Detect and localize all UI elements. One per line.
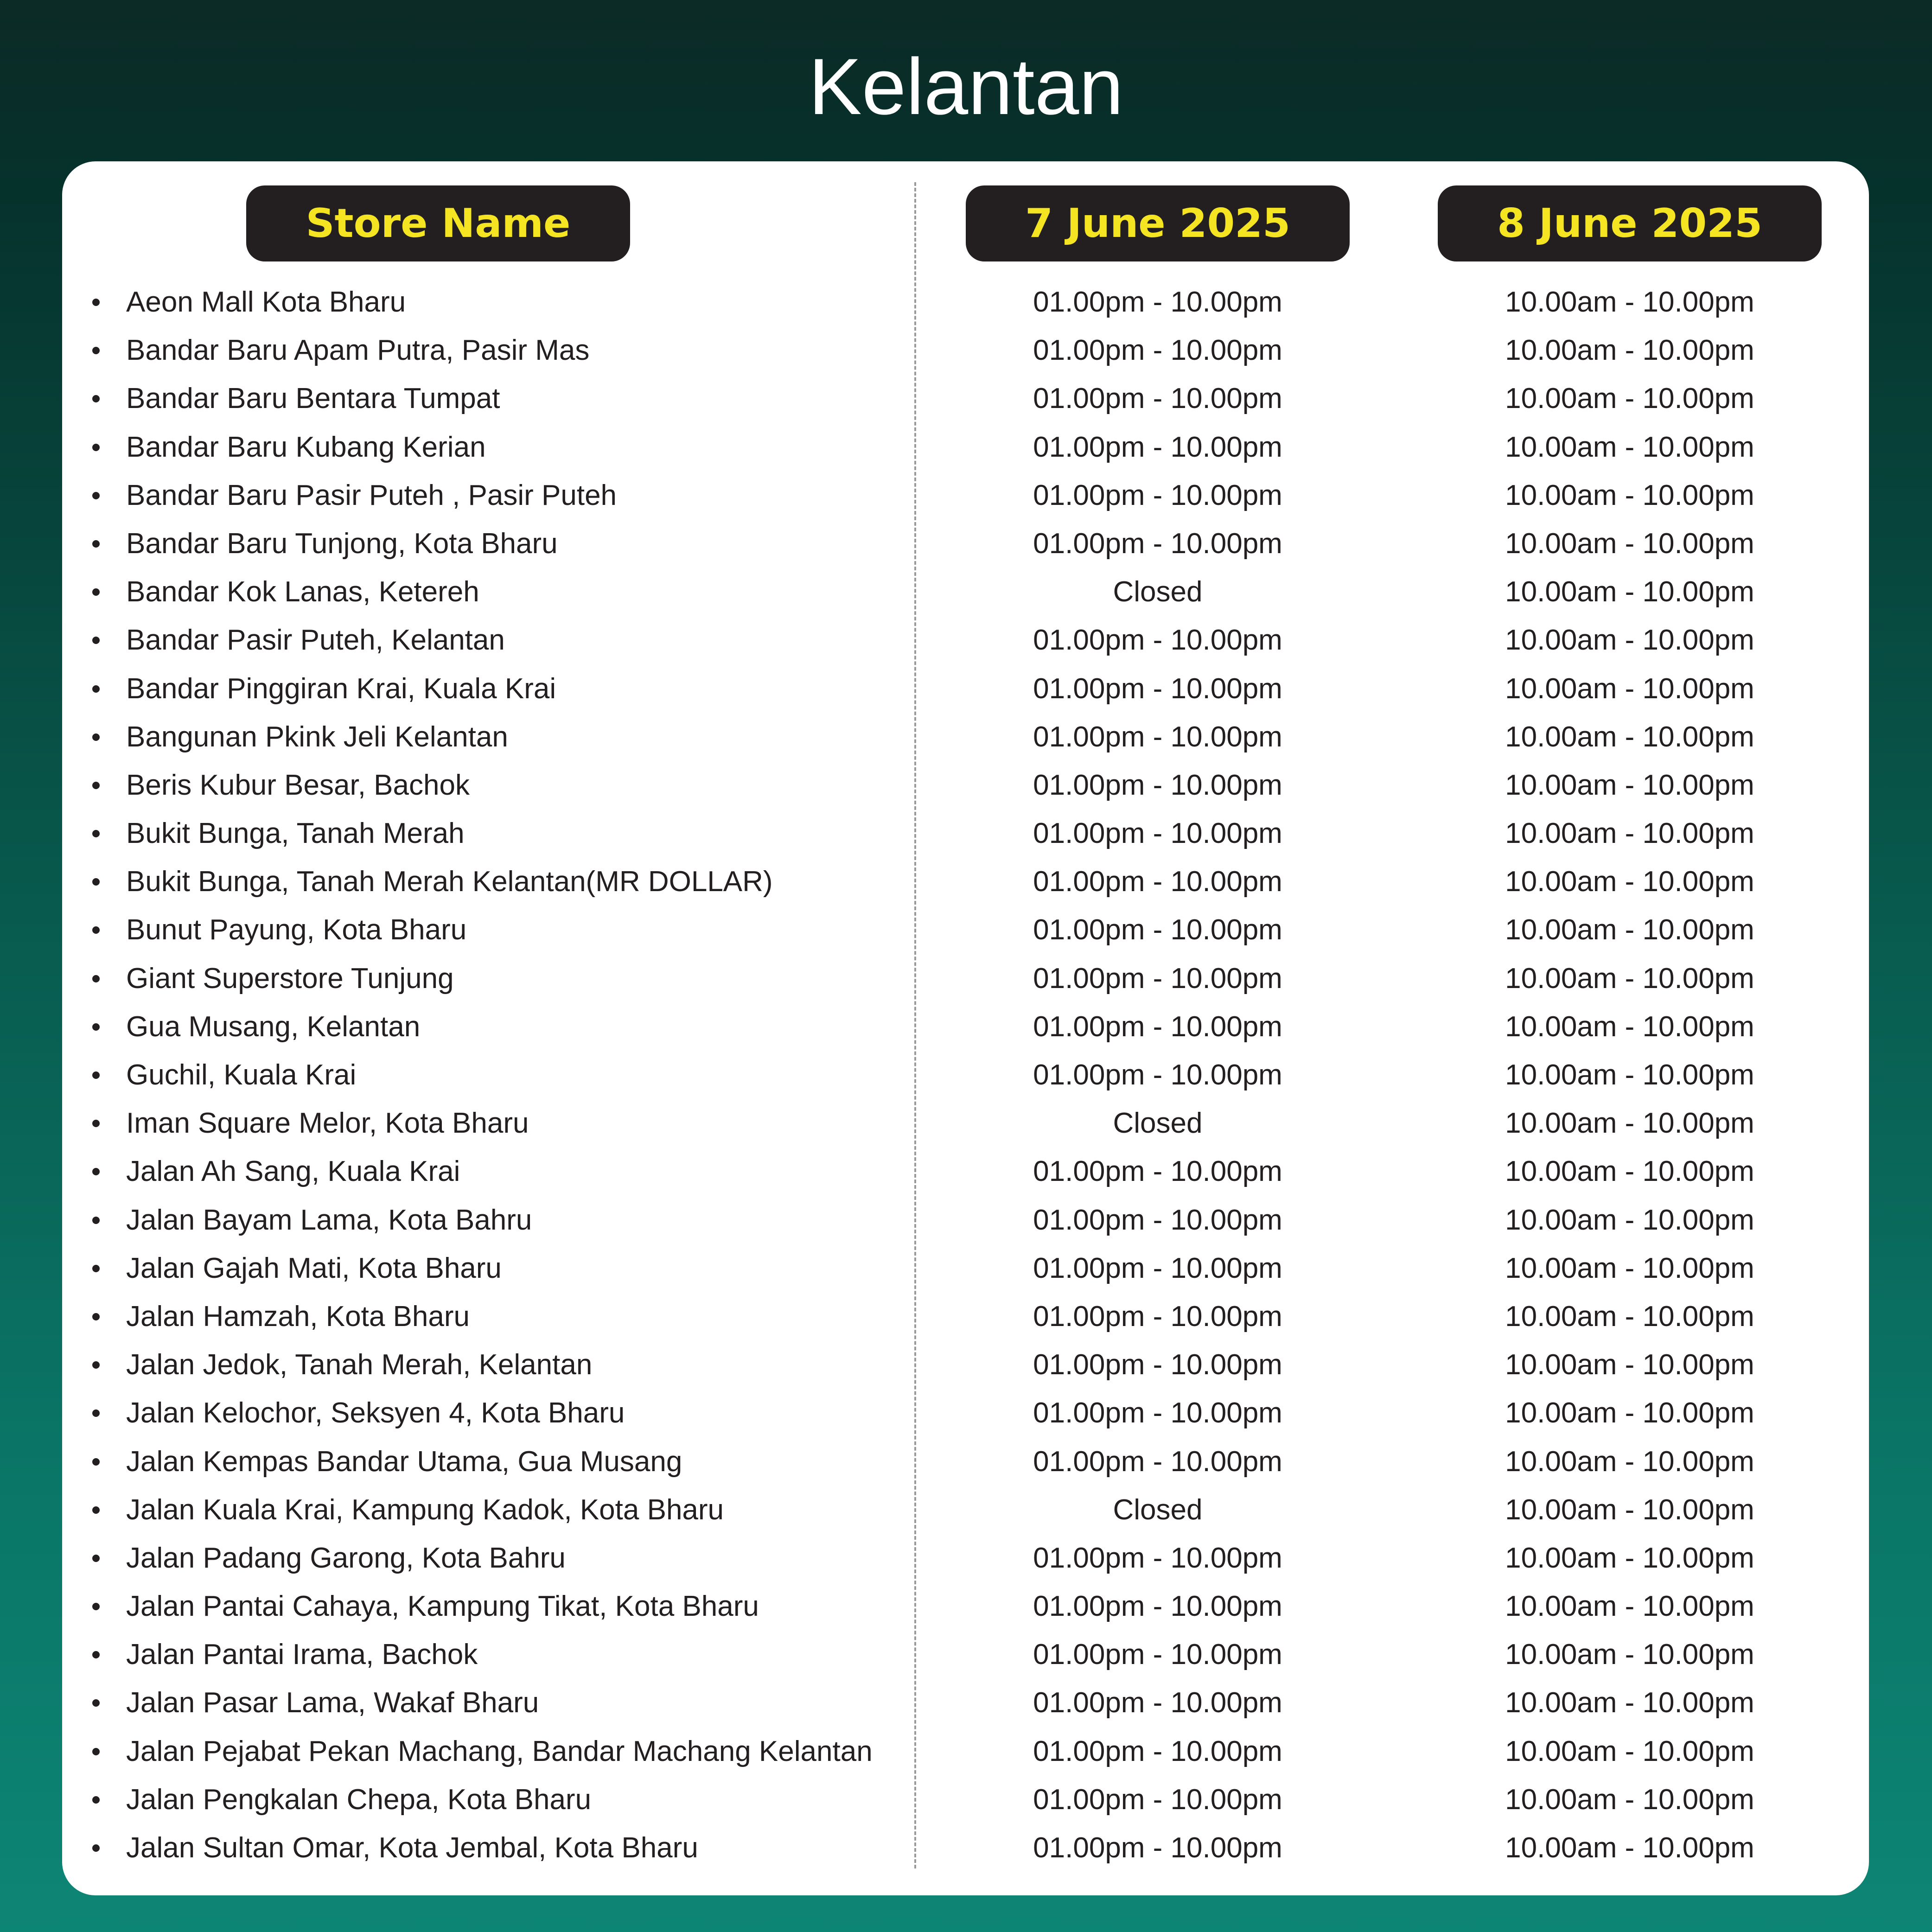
hours-date-1: 01.00pm - 10.00pm — [1033, 962, 1282, 995]
bullet-icon — [92, 1748, 100, 1755]
hours-date-1: 01.00pm - 10.00pm — [1033, 286, 1282, 318]
hours-date-1: 01.00pm - 10.00pm — [1033, 1445, 1282, 1478]
store-name: Bunut Payung, Kota Bharu — [126, 914, 467, 946]
bullet-icon — [92, 1120, 100, 1127]
store-name: Jalan Gajah Mati, Kota Bharu — [126, 1252, 502, 1284]
store-row — [0, 1438, 1932, 1486]
bullet-icon — [92, 926, 100, 934]
hours-date-1: 01.00pm - 10.00pm — [1033, 1155, 1282, 1188]
hours-date-1: 01.00pm - 10.00pm — [1033, 1300, 1282, 1333]
store-name: Giant Superstore Tunjung — [126, 962, 454, 995]
hours-date-2: 10.00am - 10.00pm — [1505, 1010, 1754, 1043]
store-name: Jalan Kempas Bandar Utama, Gua Musang — [126, 1445, 682, 1478]
hours-date-2: 10.00am - 10.00pm — [1505, 1639, 1754, 1671]
bullet-icon — [92, 637, 100, 644]
bullet-icon — [92, 1555, 100, 1562]
store-name: Jalan Kuala Krai, Kampung Kadok, Kota Bharu — [126, 1493, 724, 1526]
store-row — [0, 761, 1932, 810]
hours-date-2: 10.00am - 10.00pm — [1505, 1445, 1754, 1478]
hours-date-2: 10.00am - 10.00pm — [1505, 576, 1754, 608]
hours-date-1: 01.00pm - 10.00pm — [1033, 866, 1282, 898]
header-date-2: 8 June 2025 — [1438, 185, 1822, 261]
store-row — [0, 616, 1932, 664]
store-row — [0, 665, 1932, 713]
hours-date-2: 10.00am - 10.00pm — [1505, 866, 1754, 898]
store-row — [0, 1099, 1932, 1148]
bullet-icon — [92, 1361, 100, 1369]
hours-date-2: 10.00am - 10.00pm — [1505, 1349, 1754, 1381]
store-row — [0, 955, 1932, 1003]
hours-date-2: 10.00am - 10.00pm — [1505, 1059, 1754, 1091]
hours-date-2: 10.00am - 10.00pm — [1505, 1155, 1754, 1188]
bullet-icon — [92, 1458, 100, 1466]
hours-date-1: 01.00pm - 10.00pm — [1033, 1783, 1282, 1816]
store-name: Guchil, Kuala Krai — [126, 1059, 357, 1091]
store-row — [0, 1051, 1932, 1099]
hours-date-2: 10.00am - 10.00pm — [1505, 1590, 1754, 1623]
store-row — [0, 1389, 1932, 1437]
store-name: Iman Square Melor, Kota Bharu — [126, 1107, 529, 1140]
hours-date-2: 10.00am - 10.00pm — [1505, 817, 1754, 850]
bullet-icon — [92, 1844, 100, 1852]
hours-date-2: 10.00am - 10.00pm — [1505, 1300, 1754, 1333]
hours-date-2: 10.00am - 10.00pm — [1505, 1397, 1754, 1429]
hours-date-1: 01.00pm - 10.00pm — [1033, 1397, 1282, 1429]
hours-date-2: 10.00am - 10.00pm — [1505, 769, 1754, 801]
bullet-icon — [92, 1313, 100, 1320]
store-row — [0, 278, 1932, 326]
hours-date-1: Closed — [1113, 576, 1203, 608]
hours-date-1: 01.00pm - 10.00pm — [1033, 1010, 1282, 1043]
hours-date-2: 10.00am - 10.00pm — [1505, 1493, 1754, 1526]
bullet-icon — [92, 1409, 100, 1417]
store-row — [0, 1341, 1932, 1389]
store-name: Bandar Baru Tunjong, Kota Bharu — [126, 527, 558, 560]
store-row — [0, 1244, 1932, 1293]
store-name: Jalan Bayam Lama, Kota Bahru — [126, 1204, 532, 1236]
store-name: Bandar Baru Bentara Tumpat — [126, 383, 500, 415]
store-name: Jalan Padang Garong, Kota Bahru — [126, 1542, 566, 1574]
store-row — [0, 326, 1932, 375]
hours-date-1: 01.00pm - 10.00pm — [1033, 1542, 1282, 1574]
hours-date-1: Closed — [1113, 1493, 1203, 1526]
hours-date-1: 01.00pm - 10.00pm — [1033, 334, 1282, 367]
hours-date-1: 01.00pm - 10.00pm — [1033, 672, 1282, 705]
bullet-icon — [92, 1217, 100, 1224]
bullet-icon — [92, 1265, 100, 1272]
store-name: Bandar Baru Kubang Kerian — [126, 431, 486, 463]
bullet-icon — [92, 878, 100, 886]
hours-date-2: 10.00am - 10.00pm — [1505, 383, 1754, 415]
hours-date-1: 01.00pm - 10.00pm — [1033, 1639, 1282, 1671]
bullet-icon — [92, 444, 100, 451]
bullet-icon — [92, 1796, 100, 1804]
store-row — [0, 472, 1932, 520]
bullet-icon — [92, 347, 100, 354]
hours-date-1: 01.00pm - 10.00pm — [1033, 1252, 1282, 1284]
bullet-icon — [92, 299, 100, 306]
hours-date-2: 10.00am - 10.00pm — [1505, 479, 1754, 511]
store-row — [0, 1148, 1932, 1196]
store-row — [0, 1631, 1932, 1679]
store-name: Jalan Kelochor, Seksyen 4, Kota Bharu — [126, 1397, 625, 1429]
store-row — [0, 375, 1932, 423]
bullet-icon — [92, 1699, 100, 1707]
bullet-icon — [92, 1651, 100, 1658]
bullet-icon — [92, 830, 100, 837]
store-name: Jalan Hamzah, Kota Bharu — [126, 1300, 470, 1333]
hours-date-2: 10.00am - 10.00pm — [1505, 962, 1754, 995]
hours-date-1: 01.00pm - 10.00pm — [1033, 769, 1282, 801]
store-name: Gua Musang, Kelantan — [126, 1010, 421, 1043]
hours-date-2: 10.00am - 10.00pm — [1505, 914, 1754, 946]
bullet-icon — [92, 733, 100, 741]
hours-date-2: 10.00am - 10.00pm — [1505, 286, 1754, 318]
bullet-icon — [92, 588, 100, 596]
hours-date-1: 01.00pm - 10.00pm — [1033, 527, 1282, 560]
hours-date-1: 01.00pm - 10.00pm — [1033, 624, 1282, 657]
bullet-icon — [92, 1023, 100, 1031]
store-row — [0, 423, 1932, 472]
hours-date-2: 10.00am - 10.00pm — [1505, 431, 1754, 463]
hours-date-2: 10.00am - 10.00pm — [1505, 721, 1754, 753]
hours-date-2: 10.00am - 10.00pm — [1505, 1542, 1754, 1574]
bullet-icon — [92, 492, 100, 499]
hours-date-2: 10.00am - 10.00pm — [1505, 1107, 1754, 1140]
hours-date-2: 10.00am - 10.00pm — [1505, 334, 1754, 367]
bullet-icon — [92, 975, 100, 982]
store-name: Bukit Bunga, Tanah Merah Kelantan(MR DOLLAR) — [126, 866, 773, 898]
hours-date-1: 01.00pm - 10.00pm — [1033, 1832, 1282, 1864]
store-row — [0, 1003, 1932, 1051]
hours-date-1: 01.00pm - 10.00pm — [1033, 1590, 1282, 1623]
bullet-icon — [92, 782, 100, 789]
hours-date-2: 10.00am - 10.00pm — [1505, 672, 1754, 705]
store-row — [0, 713, 1932, 761]
hours-date-1: 01.00pm - 10.00pm — [1033, 431, 1282, 463]
hours-date-1: 01.00pm - 10.00pm — [1033, 1059, 1282, 1091]
store-row — [0, 1776, 1932, 1824]
header-store-name: Store Name — [246, 185, 630, 261]
hours-date-2: 10.00am - 10.00pm — [1505, 1832, 1754, 1864]
hours-date-2: 10.00am - 10.00pm — [1505, 527, 1754, 560]
hours-date-2: 10.00am - 10.00pm — [1505, 1252, 1754, 1284]
bullet-icon — [92, 685, 100, 693]
hours-date-1: 01.00pm - 10.00pm — [1033, 1204, 1282, 1236]
store-name: Jalan Sultan Omar, Kota Jembal, Kota Bharu — [126, 1832, 698, 1864]
store-name: Jalan Jedok, Tanah Merah, Kelantan — [126, 1349, 593, 1381]
store-name: Bandar Pinggiran Krai, Kuala Krai — [126, 672, 556, 705]
hours-date-2: 10.00am - 10.00pm — [1505, 1204, 1754, 1236]
store-name: Bukit Bunga, Tanah Merah — [126, 817, 465, 850]
hours-date-1: Closed — [1113, 1107, 1203, 1140]
page-title: Kelantan — [808, 42, 1123, 131]
store-name: Bandar Baru Apam Putra, Pasir Mas — [126, 334, 590, 367]
hours-date-1: 01.00pm - 10.00pm — [1033, 1687, 1282, 1719]
header-date-1: 7 June 2025 — [966, 185, 1350, 261]
hours-date-1: 01.00pm - 10.00pm — [1033, 1735, 1282, 1767]
bullet-icon — [92, 395, 100, 402]
store-name: Aeon Mall Kota Bharu — [126, 286, 406, 318]
store-row — [0, 1824, 1932, 1872]
hours-date-1: 01.00pm - 10.00pm — [1033, 721, 1282, 753]
store-row — [0, 1293, 1932, 1341]
store-name: Beris Kubur Besar, Bachok — [126, 769, 470, 801]
store-name: Jalan Pejabat Pekan Machang, Bandar Machang Kelantan — [126, 1735, 873, 1767]
store-row — [0, 1728, 1932, 1776]
store-row — [0, 810, 1932, 858]
bullet-icon — [92, 1603, 100, 1610]
hours-date-1: 01.00pm - 10.00pm — [1033, 479, 1282, 511]
bullet-icon — [92, 1168, 100, 1175]
store-name: Jalan Pengkalan Chepa, Kota Bharu — [126, 1783, 592, 1816]
hours-date-1: 01.00pm - 10.00pm — [1033, 1349, 1282, 1381]
hours-date-1: 01.00pm - 10.00pm — [1033, 383, 1282, 415]
hours-date-2: 10.00am - 10.00pm — [1505, 1783, 1754, 1816]
store-name: Jalan Pantai Cahaya, Kampung Tikat, Kota Bharu — [126, 1590, 759, 1623]
store-row — [0, 568, 1932, 616]
store-name: Jalan Pantai Irama, Bachok — [126, 1639, 478, 1671]
store-row — [0, 520, 1932, 568]
store-name: Jalan Ah Sang, Kuala Krai — [126, 1155, 460, 1188]
store-row — [0, 858, 1932, 906]
hours-date-1: 01.00pm - 10.00pm — [1033, 914, 1282, 946]
bullet-icon — [92, 540, 100, 548]
hours-date-2: 10.00am - 10.00pm — [1505, 624, 1754, 657]
store-row — [0, 906, 1932, 954]
store-name: Jalan Pasar Lama, Wakaf Bharu — [126, 1687, 539, 1719]
bullet-icon — [92, 1506, 100, 1514]
store-name: Bangunan Pkink Jeli Kelantan — [126, 721, 508, 753]
hours-date-1: 01.00pm - 10.00pm — [1033, 817, 1282, 850]
hours-date-2: 10.00am - 10.00pm — [1505, 1687, 1754, 1719]
hours-date-2: 10.00am - 10.00pm — [1505, 1735, 1754, 1767]
store-row — [0, 1486, 1932, 1534]
store-row — [0, 1582, 1932, 1631]
store-row — [0, 1679, 1932, 1727]
bullet-icon — [92, 1071, 100, 1079]
store-list — [0, 278, 1932, 1872]
store-row — [0, 1534, 1932, 1582]
store-row — [0, 1196, 1932, 1244]
store-name: Bandar Pasir Puteh, Kelantan — [126, 624, 505, 657]
store-name: Bandar Kok Lanas, Ketereh — [126, 576, 479, 608]
store-name: Bandar Baru Pasir Puteh , Pasir Puteh — [126, 479, 617, 511]
